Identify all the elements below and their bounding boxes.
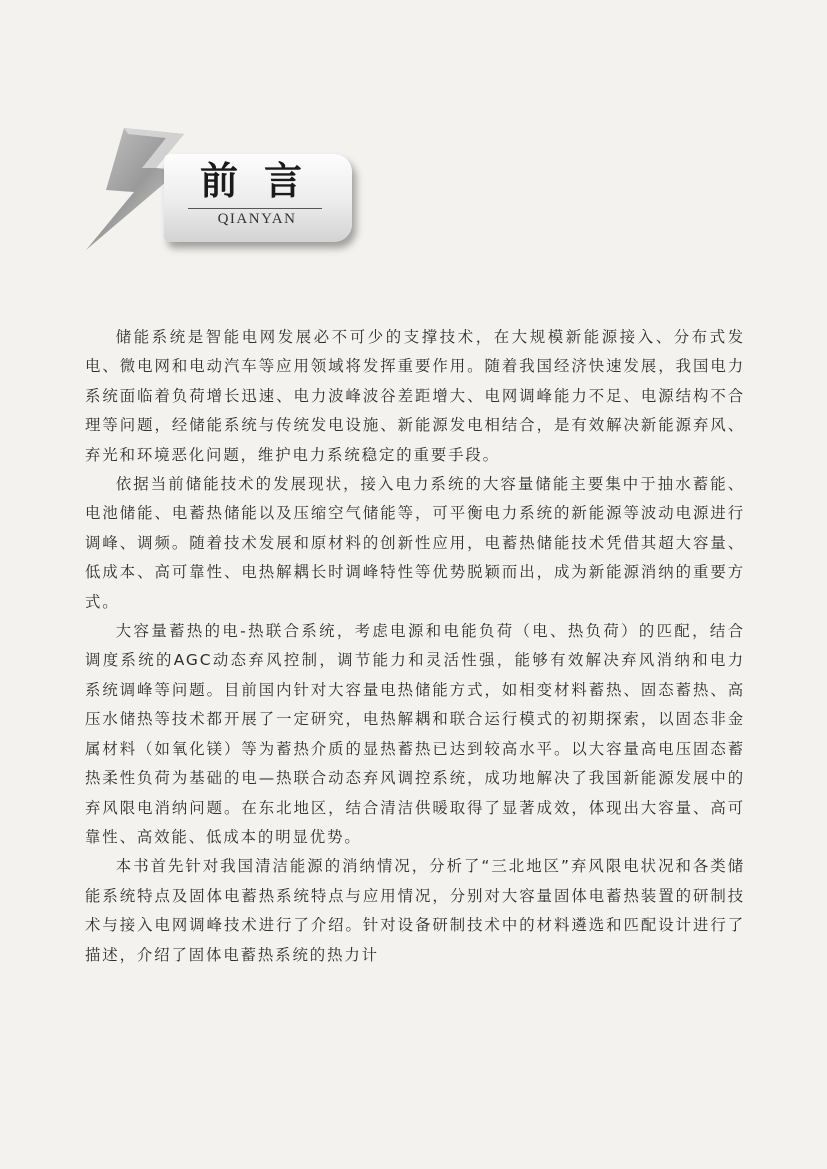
page-title: 前言 [199,159,328,203]
paragraph: 大容量蓄热的电-热联合系统，考虑电源和电能负荷（电、热负荷）的匹配，结合调度系统的AGC动态弃风控制，调节能力和灵活性强，能够有效解决弃风消纳和电力系统调峰等问题。目前国内针对大容量电热储能方式，如相变材料蓄热、固态蓄热、高压水储热等技术都开展了一定研究，电热解耦和联合运行模式的初期探索，以固态非金属材料（如氧化镁）等为蓄热介质的显热蓄热已达到较高水平。以大容量高电压固态蓄热柔性负荷为基础的电—热联合动态弃风调控系统，成功地解决了我国新能源发展中的弃风限电消纳问题。在东北地区，结合清洁供暖取得了显著成效，体现出大容量、高可靠性、高效能、低成本的明显优势。 [85,622,745,846]
page-title-pinyin: QIANYAN [217,211,297,227]
chapter-header [84,128,354,250]
paragraph: 依据当前储能技术的发展现状，接入电力系统的大容量储能主要集中于抽水蓄能、电池储能、电蓄热储能以及压缩空气储能等，可平衡电力系统的新能源等波动电源进行调峰、调频。随着技术发展和原材料的创新性应用，电蓄热储能技术凭借其超大容量、低成本、高可靠性、电热解耦长时调峰特性等优势脱颖而出，成为新能源消纳的重要方式。 [85,475,745,611]
paragraph: 本书首先针对我国清洁能源的消纳情况，分析了“三北地区”弃风限电状况和各类储能系统特点及固体电蓄热系统特点与应用情况，分别对大容量固体电蓄热装置的研制技术与接入电网调峰技术进行了介绍。针对设备研制技术中的材料遴选和匹配设计进行了描述，介绍了固体电蓄热系统的热力计 [85,857,745,964]
paragraph: 储能系统是智能电网发展必不可少的支撑技术，在大规模新能源接入、分布式发电、微电网和电动汽车等应用领域将发挥重要作用。随着我国经济快速发展，我国电力系统面临着负荷增长迅速、电力波峰波谷差距增大、电网调峰能力不足、电源结构不合理等问题，经储能系统与传统发电设施、新能源发电相结合，是有效解决新能源弃风、弃光和环境恶化问题，维护电力系统稳定的重要手段。 [85,328,745,464]
preface-body [85,323,745,970]
